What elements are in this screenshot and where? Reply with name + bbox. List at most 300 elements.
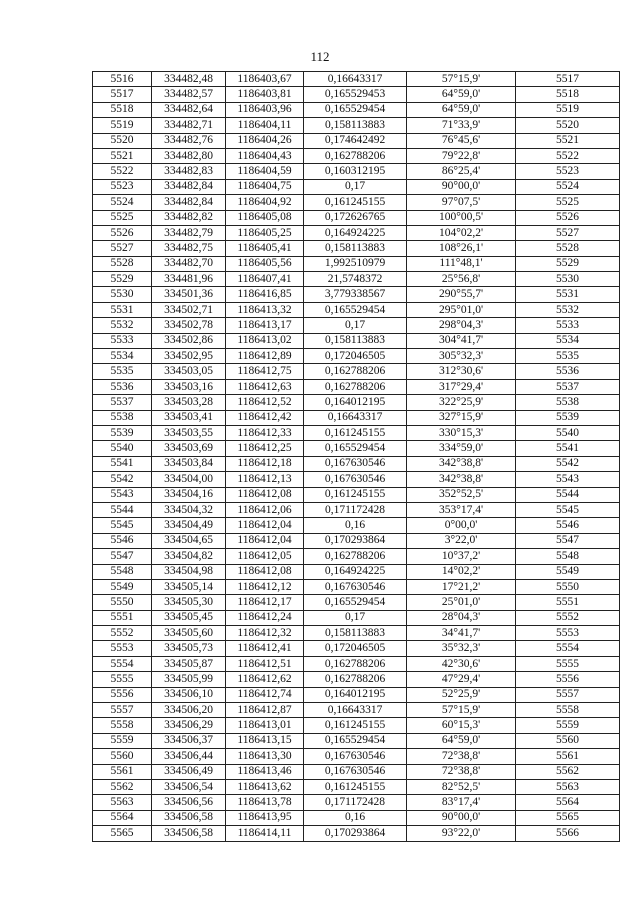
next-point-cell: 5518 (516, 87, 620, 102)
table-row (93, 579, 620, 594)
y-coordinate-cell: 1186403,96 (226, 102, 304, 117)
point-number-cell: 5521 (93, 148, 152, 163)
next-point-cell: 5544 (516, 487, 620, 502)
distance-cell: 0,171172428 (304, 795, 407, 810)
bearing-cell: 28°04,3' (407, 610, 516, 625)
y-coordinate-cell: 1186404,92 (226, 195, 304, 210)
bearing-cell: 64°59,0' (407, 102, 516, 117)
table-row (93, 148, 620, 163)
bearing-cell: 298°04,3' (407, 318, 516, 333)
y-coordinate-cell: 1186412,13 (226, 472, 304, 487)
distance-cell: 0,172626765 (304, 210, 407, 225)
y-coordinate-cell: 1186405,41 (226, 241, 304, 256)
distance-cell: 0,161245155 (304, 425, 407, 440)
point-number-cell: 5535 (93, 364, 152, 379)
next-point-cell: 5538 (516, 395, 620, 410)
x-coordinate-cell: 334502,78 (152, 318, 226, 333)
x-coordinate-cell: 334482,75 (152, 241, 226, 256)
table-row (93, 610, 620, 625)
y-coordinate-cell: 1186412,06 (226, 502, 304, 517)
distance-cell: 0,158113883 (304, 241, 407, 256)
point-number-cell: 5562 (93, 779, 152, 794)
distance-cell: 0,161245155 (304, 487, 407, 502)
bearing-cell: 72°38,8' (407, 764, 516, 779)
point-number-cell: 5525 (93, 210, 152, 225)
bearing-cell: 82°52,5' (407, 779, 516, 794)
table-row (93, 687, 620, 702)
point-number-cell: 5549 (93, 579, 152, 594)
y-coordinate-cell: 1186412,08 (226, 487, 304, 502)
next-point-cell: 5549 (516, 564, 620, 579)
x-coordinate-cell: 334482,70 (152, 256, 226, 271)
next-point-cell: 5559 (516, 718, 620, 733)
point-number-cell: 5557 (93, 703, 152, 718)
next-point-cell: 5561 (516, 749, 620, 764)
point-number-cell: 5547 (93, 549, 152, 564)
next-point-cell: 5540 (516, 425, 620, 440)
next-point-cell: 5536 (516, 364, 620, 379)
point-number-cell: 5564 (93, 810, 152, 825)
distance-cell: 0,158113883 (304, 333, 407, 348)
x-coordinate-cell: 334481,96 (152, 272, 226, 287)
table-row (93, 364, 620, 379)
next-point-cell: 5530 (516, 272, 620, 287)
y-coordinate-cell: 1186412,89 (226, 349, 304, 364)
distance-cell: 0,162788206 (304, 672, 407, 687)
table-row (93, 764, 620, 779)
y-coordinate-cell: 1186412,87 (226, 703, 304, 718)
y-coordinate-cell: 1186412,42 (226, 410, 304, 425)
distance-cell: 0,16643317 (304, 72, 407, 87)
point-number-cell: 5531 (93, 302, 152, 317)
x-coordinate-cell: 334506,58 (152, 826, 226, 841)
x-coordinate-cell: 334503,84 (152, 456, 226, 471)
distance-cell: 0,170293864 (304, 533, 407, 548)
x-coordinate-cell: 334504,82 (152, 549, 226, 564)
distance-cell: 0,161245155 (304, 779, 407, 794)
distance-cell: 0,16 (304, 518, 407, 533)
x-coordinate-cell: 334503,28 (152, 395, 226, 410)
bearing-cell: 72°38,8' (407, 749, 516, 764)
bearing-cell: 42°30,6' (407, 656, 516, 671)
y-coordinate-cell: 1186412,08 (226, 564, 304, 579)
y-coordinate-cell: 1186403,81 (226, 87, 304, 102)
next-point-cell: 5547 (516, 533, 620, 548)
x-coordinate-cell: 334506,10 (152, 687, 226, 702)
bearing-cell: 14°02,2' (407, 564, 516, 579)
table-row (93, 549, 620, 564)
coordinates-table (92, 71, 620, 842)
next-point-cell: 5534 (516, 333, 620, 348)
x-coordinate-cell: 334503,41 (152, 410, 226, 425)
table-row (93, 826, 620, 841)
point-number-cell: 5534 (93, 349, 152, 364)
distance-cell: 0,162788206 (304, 656, 407, 671)
table-row (93, 379, 620, 394)
point-number-cell: 5543 (93, 487, 152, 502)
bearing-cell: 334°59,0' (407, 441, 516, 456)
y-coordinate-cell: 1186412,41 (226, 641, 304, 656)
bearing-cell: 64°59,0' (407, 87, 516, 102)
table-row (93, 210, 620, 225)
y-coordinate-cell: 1186413,02 (226, 333, 304, 348)
next-point-cell: 5539 (516, 410, 620, 425)
bearing-cell: 83°17,4' (407, 795, 516, 810)
x-coordinate-cell: 334482,83 (152, 164, 226, 179)
point-number-cell: 5519 (93, 118, 152, 133)
distance-cell: 0,165529453 (304, 87, 407, 102)
distance-cell: 1,992510979 (304, 256, 407, 271)
point-number-cell: 5516 (93, 72, 152, 87)
distance-cell: 0,167630546 (304, 456, 407, 471)
point-number-cell: 5524 (93, 195, 152, 210)
x-coordinate-cell: 334506,49 (152, 764, 226, 779)
table-row (93, 118, 620, 133)
x-coordinate-cell: 334504,65 (152, 533, 226, 548)
table-row (93, 102, 620, 117)
point-number-cell: 5553 (93, 641, 152, 656)
distance-cell: 0,162788206 (304, 364, 407, 379)
x-coordinate-cell: 334506,58 (152, 810, 226, 825)
next-point-cell: 5560 (516, 733, 620, 748)
point-number-cell: 5537 (93, 395, 152, 410)
x-coordinate-cell: 334506,37 (152, 733, 226, 748)
distance-cell: 0,172046505 (304, 641, 407, 656)
table-row (93, 564, 620, 579)
y-coordinate-cell: 1186412,32 (226, 626, 304, 641)
bearing-cell: 305°32,3' (407, 349, 516, 364)
bearing-cell: 295°01,0' (407, 302, 516, 317)
point-number-cell: 5522 (93, 164, 152, 179)
y-coordinate-cell: 1186412,04 (226, 518, 304, 533)
next-point-cell: 5532 (516, 302, 620, 317)
bearing-cell: 108°26,1' (407, 241, 516, 256)
point-number-cell: 5545 (93, 518, 152, 533)
distance-cell: 0,164924225 (304, 225, 407, 240)
next-point-cell: 5551 (516, 595, 620, 610)
x-coordinate-cell: 334503,69 (152, 441, 226, 456)
y-coordinate-cell: 1186412,17 (226, 595, 304, 610)
point-number-cell: 5544 (93, 502, 152, 517)
bearing-cell: 317°29,4' (407, 379, 516, 394)
next-point-cell: 5517 (516, 72, 620, 87)
point-number-cell: 5538 (93, 410, 152, 425)
bearing-cell: 17°21,2' (407, 579, 516, 594)
bearing-cell: 353°17,4' (407, 502, 516, 517)
bearing-cell: 60°15,3' (407, 718, 516, 733)
distance-cell: 0,162788206 (304, 379, 407, 394)
point-number-cell: 5539 (93, 425, 152, 440)
y-coordinate-cell: 1186414,11 (226, 826, 304, 841)
table-row (93, 626, 620, 641)
distance-cell: 0,158113883 (304, 118, 407, 133)
table-row (93, 425, 620, 440)
point-number-cell: 5520 (93, 133, 152, 148)
x-coordinate-cell: 334505,60 (152, 626, 226, 641)
x-coordinate-cell: 334503,16 (152, 379, 226, 394)
x-coordinate-cell: 334482,82 (152, 210, 226, 225)
bearing-cell: 90°00,0' (407, 810, 516, 825)
distance-cell: 0,165529454 (304, 102, 407, 117)
distance-cell: 0,167630546 (304, 749, 407, 764)
coordinates-table-body (93, 72, 620, 842)
table-row (93, 795, 620, 810)
next-point-cell: 5521 (516, 133, 620, 148)
next-point-cell: 5529 (516, 256, 620, 271)
bearing-cell: 47°29,4' (407, 672, 516, 687)
x-coordinate-cell: 334504,32 (152, 502, 226, 517)
table-row (93, 272, 620, 287)
distance-cell: 0,158113883 (304, 626, 407, 641)
point-number-cell: 5529 (93, 272, 152, 287)
x-coordinate-cell: 334506,56 (152, 795, 226, 810)
x-coordinate-cell: 334482,79 (152, 225, 226, 240)
x-coordinate-cell: 334482,84 (152, 195, 226, 210)
y-coordinate-cell: 1186412,04 (226, 533, 304, 548)
point-number-cell: 5530 (93, 287, 152, 302)
table-row (93, 502, 620, 517)
x-coordinate-cell: 334506,54 (152, 779, 226, 794)
x-coordinate-cell: 334482,80 (152, 148, 226, 163)
y-coordinate-cell: 1186412,12 (226, 579, 304, 594)
table-row (93, 487, 620, 502)
next-point-cell: 5541 (516, 441, 620, 456)
bearing-cell: 330°15,3' (407, 425, 516, 440)
point-number-cell: 5542 (93, 472, 152, 487)
bearing-cell: 79°22,8' (407, 148, 516, 163)
next-point-cell: 5527 (516, 225, 620, 240)
next-point-cell: 5548 (516, 549, 620, 564)
x-coordinate-cell: 334502,95 (152, 349, 226, 364)
bearing-cell: 93°22,0' (407, 826, 516, 841)
y-coordinate-cell: 1186412,05 (226, 549, 304, 564)
y-coordinate-cell: 1186412,33 (226, 425, 304, 440)
table-row (93, 749, 620, 764)
distance-cell: 0,170293864 (304, 826, 407, 841)
bearing-cell: 35°32,3' (407, 641, 516, 656)
y-coordinate-cell: 1186405,08 (226, 210, 304, 225)
table-row (93, 225, 620, 240)
y-coordinate-cell: 1186412,75 (226, 364, 304, 379)
x-coordinate-cell: 334505,99 (152, 672, 226, 687)
y-coordinate-cell: 1186412,62 (226, 672, 304, 687)
table-row (93, 395, 620, 410)
bearing-cell: 90°00,0' (407, 179, 516, 194)
table-row (93, 518, 620, 533)
distance-cell: 0,162788206 (304, 148, 407, 163)
bearing-cell: 322°25,9' (407, 395, 516, 410)
table-row (93, 195, 620, 210)
x-coordinate-cell: 334482,71 (152, 118, 226, 133)
next-point-cell: 5537 (516, 379, 620, 394)
x-coordinate-cell: 334505,30 (152, 595, 226, 610)
x-coordinate-cell: 334482,57 (152, 87, 226, 102)
next-point-cell: 5563 (516, 779, 620, 794)
table-row (93, 595, 620, 610)
distance-cell: 0,167630546 (304, 579, 407, 594)
point-number-cell: 5541 (93, 456, 152, 471)
table-row (93, 472, 620, 487)
table-row (93, 349, 620, 364)
table-row (93, 779, 620, 794)
x-coordinate-cell: 334501,36 (152, 287, 226, 302)
bearing-cell: 71°33,9' (407, 118, 516, 133)
next-point-cell: 5545 (516, 502, 620, 517)
x-coordinate-cell: 334482,76 (152, 133, 226, 148)
y-coordinate-cell: 1186405,56 (226, 256, 304, 271)
y-coordinate-cell: 1186412,24 (226, 610, 304, 625)
next-point-cell: 5553 (516, 626, 620, 641)
point-number-cell: 5556 (93, 687, 152, 702)
next-point-cell: 5519 (516, 102, 620, 117)
distance-cell: 0,174642492 (304, 133, 407, 148)
y-coordinate-cell: 1186412,52 (226, 395, 304, 410)
table-row (93, 703, 620, 718)
point-number-cell: 5540 (93, 441, 152, 456)
y-coordinate-cell: 1186412,25 (226, 441, 304, 456)
distance-cell: 0,16 (304, 810, 407, 825)
next-point-cell: 5550 (516, 579, 620, 594)
next-point-cell: 5546 (516, 518, 620, 533)
x-coordinate-cell: 334506,44 (152, 749, 226, 764)
y-coordinate-cell: 1186404,43 (226, 148, 304, 163)
y-coordinate-cell: 1186412,51 (226, 656, 304, 671)
x-coordinate-cell: 334482,48 (152, 72, 226, 87)
bearing-cell: 64°59,0' (407, 733, 516, 748)
bearing-cell: 327°15,9' (407, 410, 516, 425)
distance-cell: 21,5748372 (304, 272, 407, 287)
point-number-cell: 5559 (93, 733, 152, 748)
distance-cell: 0,167630546 (304, 472, 407, 487)
bearing-cell: 100°00,5' (407, 210, 516, 225)
bearing-cell: 304°41,7' (407, 333, 516, 348)
distance-cell: 0,160312195 (304, 164, 407, 179)
x-coordinate-cell: 334504,16 (152, 487, 226, 502)
table-row (93, 441, 620, 456)
point-number-cell: 5523 (93, 179, 152, 194)
bearing-cell: 25°01,0' (407, 595, 516, 610)
distance-cell: 0,165529454 (304, 302, 407, 317)
y-coordinate-cell: 1186404,11 (226, 118, 304, 133)
point-number-cell: 5528 (93, 256, 152, 271)
table-row (93, 641, 620, 656)
table-row (93, 318, 620, 333)
next-point-cell: 5562 (516, 764, 620, 779)
bearing-cell: 52°25,9' (407, 687, 516, 702)
point-number-cell: 5536 (93, 379, 152, 394)
distance-cell: 0,165529454 (304, 441, 407, 456)
x-coordinate-cell: 334505,45 (152, 610, 226, 625)
bearing-cell: 57°15,9' (407, 72, 516, 87)
y-coordinate-cell: 1186404,75 (226, 179, 304, 194)
bearing-cell: 342°38,8' (407, 472, 516, 487)
table-row (93, 256, 620, 271)
x-coordinate-cell: 334502,71 (152, 302, 226, 317)
point-number-cell: 5533 (93, 333, 152, 348)
next-point-cell: 5520 (516, 118, 620, 133)
y-coordinate-cell: 1186404,59 (226, 164, 304, 179)
point-number-cell: 5551 (93, 610, 152, 625)
x-coordinate-cell: 334504,49 (152, 518, 226, 533)
y-coordinate-cell: 1186413,30 (226, 749, 304, 764)
table-row (93, 410, 620, 425)
point-number-cell: 5555 (93, 672, 152, 687)
next-point-cell: 5554 (516, 641, 620, 656)
x-coordinate-cell: 334506,29 (152, 718, 226, 733)
distance-cell: 0,17 (304, 318, 407, 333)
bearing-cell: 111°48,1' (407, 256, 516, 271)
y-coordinate-cell: 1186404,26 (226, 133, 304, 148)
y-coordinate-cell: 1186412,63 (226, 379, 304, 394)
x-coordinate-cell: 334504,98 (152, 564, 226, 579)
table-row (93, 287, 620, 302)
next-point-cell: 5522 (516, 148, 620, 163)
next-point-cell: 5543 (516, 472, 620, 487)
x-coordinate-cell: 334505,14 (152, 579, 226, 594)
point-number-cell: 5561 (93, 764, 152, 779)
point-number-cell: 5560 (93, 749, 152, 764)
y-coordinate-cell: 1186413,78 (226, 795, 304, 810)
point-number-cell: 5548 (93, 564, 152, 579)
point-number-cell: 5517 (93, 87, 152, 102)
next-point-cell: 5564 (516, 795, 620, 810)
table-row (93, 533, 620, 548)
next-point-cell: 5552 (516, 610, 620, 625)
y-coordinate-cell: 1186413,01 (226, 718, 304, 733)
bearing-cell: 25°56,8' (407, 272, 516, 287)
bearing-cell: 76°45,6' (407, 133, 516, 148)
distance-cell: 0,17 (304, 179, 407, 194)
table-row (93, 733, 620, 748)
table-row (93, 656, 620, 671)
distance-cell: 0,165529454 (304, 733, 407, 748)
bearing-cell: 290°55,7' (407, 287, 516, 302)
distance-cell: 3,779338567 (304, 287, 407, 302)
x-coordinate-cell: 334503,05 (152, 364, 226, 379)
table-row (93, 164, 620, 179)
point-number-cell: 5527 (93, 241, 152, 256)
distance-cell: 0,164924225 (304, 564, 407, 579)
next-point-cell: 5528 (516, 241, 620, 256)
bearing-cell: 86°25,4' (407, 164, 516, 179)
bearing-cell: 97°07,5' (407, 195, 516, 210)
bearing-cell: 342°38,8' (407, 456, 516, 471)
distance-cell: 0,167630546 (304, 764, 407, 779)
bearing-cell: 312°30,6' (407, 364, 516, 379)
point-number-cell: 5550 (93, 595, 152, 610)
y-coordinate-cell: 1186416,85 (226, 287, 304, 302)
x-coordinate-cell: 334503,55 (152, 425, 226, 440)
y-coordinate-cell: 1186403,67 (226, 72, 304, 87)
y-coordinate-cell: 1186413,17 (226, 318, 304, 333)
distance-cell: 0,165529454 (304, 595, 407, 610)
point-number-cell: 5558 (93, 718, 152, 733)
point-number-cell: 5532 (93, 318, 152, 333)
bearing-cell: 57°15,9' (407, 703, 516, 718)
next-point-cell: 5556 (516, 672, 620, 687)
next-point-cell: 5523 (516, 164, 620, 179)
table-row (93, 87, 620, 102)
table-row (93, 456, 620, 471)
next-point-cell: 5565 (516, 810, 620, 825)
distance-cell: 0,172046505 (304, 349, 407, 364)
table-row (93, 333, 620, 348)
x-coordinate-cell: 334505,87 (152, 656, 226, 671)
bearing-cell: 3°22,0' (407, 533, 516, 548)
table-row (93, 810, 620, 825)
point-number-cell: 5565 (93, 826, 152, 841)
next-point-cell: 5531 (516, 287, 620, 302)
